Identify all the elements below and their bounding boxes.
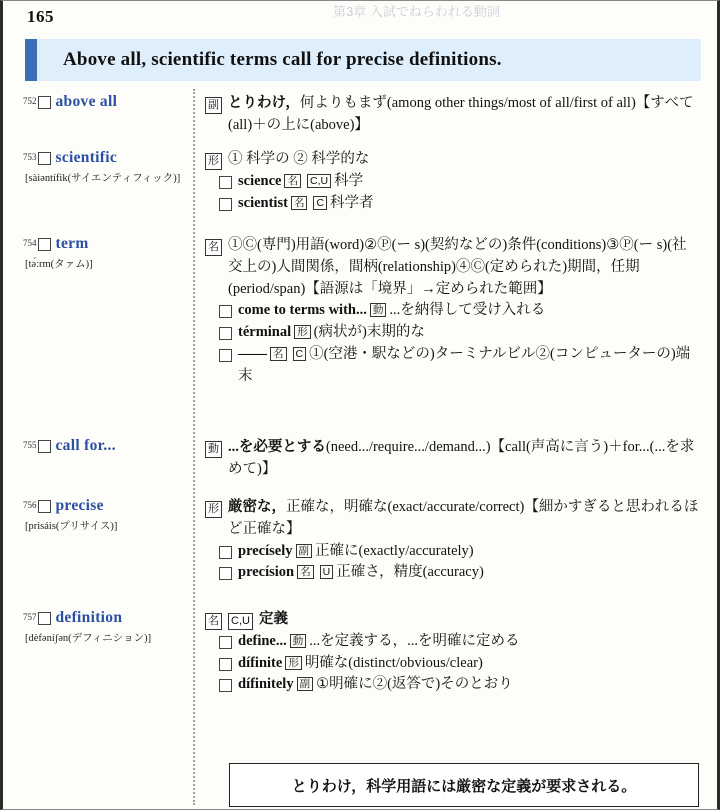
sub-entry-checkbox[interactable] [219, 305, 232, 318]
sub-entry-gloss: 明確な(distinct/obvious/clear) [304, 654, 483, 671]
part-of-speech-tag: 名 [205, 613, 222, 630]
sub-tag: U [320, 565, 334, 579]
entry-list [3, 93, 717, 721]
sub-entry-body [238, 193, 699, 215]
sub-entry-word: dífinitely [238, 676, 294, 693]
page-header-ghost-text: 第3章 入試でねらわれる動詞 [333, 4, 500, 19]
sub-entry-body [238, 562, 699, 584]
sub-entry-body [238, 322, 699, 344]
entry-headword-block [23, 149, 191, 185]
entry-phonetic: [tə́ːrm(タァム)] [25, 259, 93, 270]
sub-entry-checkbox[interactable] [219, 636, 232, 649]
entry-definition-block [205, 497, 699, 584]
definition-text: ① 科学の ② 科学的な [228, 151, 370, 167]
entry-checkbox[interactable] [38, 612, 51, 625]
sub-entry [219, 562, 699, 584]
sub-entry-word: define... [238, 632, 287, 649]
sub-entry-word: scientist [238, 194, 288, 211]
sub-entry-gloss: (病状が)末期的な [313, 324, 425, 340]
sub-tag: 動 [290, 634, 307, 648]
sub-entry [219, 322, 699, 344]
sub-entry [219, 344, 699, 388]
entry-headword-block [23, 497, 191, 533]
sub-tag: 形 [294, 325, 311, 339]
sub-tag: 名 [270, 347, 287, 361]
entry-phonetic: [sàiəntífik(サイエンティフィック)] [25, 173, 181, 184]
countability-tag: C,U [228, 613, 253, 630]
entry-headword-block [23, 437, 191, 455]
entry-number: 752 [23, 96, 37, 106]
definition-keyword: ...を必要とする [228, 439, 326, 455]
definition-text [228, 93, 699, 137]
sub-entry-gloss: ...を定義する，...を明確に定める [309, 632, 520, 649]
entry-checkbox[interactable] [38, 96, 51, 109]
sub-entry-checkbox[interactable] [219, 679, 232, 692]
entry-scientific [3, 149, 717, 233]
entry-number: 754 [23, 238, 37, 248]
definition-text: 定義 [258, 611, 288, 627]
sub-entry-word: science [238, 172, 282, 189]
entry-definition-block [205, 235, 699, 387]
sub-entry-gloss: ...を納得して受け入れる [389, 302, 546, 319]
sub-entry [219, 674, 699, 696]
sub-entry-word: —— [238, 345, 267, 362]
sub-entry-body [238, 171, 699, 193]
sub-entry-body [238, 541, 699, 563]
sub-entry-body [238, 631, 699, 653]
part-of-speech-tag: 形 [205, 153, 222, 170]
entry-headword: precise [55, 497, 104, 514]
sub-tag: 名 [291, 196, 308, 210]
banner-accent-bar [25, 39, 37, 81]
sub-tag: 副 [297, 677, 314, 691]
sub-entry-checkbox[interactable] [219, 567, 232, 580]
entry-checkbox[interactable] [38, 152, 51, 165]
sub-tag: 副 [296, 544, 313, 558]
sub-entry-word: dífinite [238, 654, 283, 671]
entry-call-for [3, 437, 717, 495]
part-of-speech-tag: 副 [205, 97, 222, 114]
sub-entry-body [238, 344, 699, 388]
entry-checkbox[interactable] [38, 238, 51, 251]
sub-entry-checkbox[interactable] [219, 658, 232, 671]
part-of-speech-tag: 名 [205, 239, 222, 256]
sub-tag: 形 [285, 656, 302, 670]
entry-definition-block [205, 149, 699, 214]
sub-tag: 名 [297, 565, 314, 579]
sub-entry-checkbox[interactable] [219, 176, 232, 189]
part-of-speech-tag: 動 [205, 441, 222, 458]
sub-entry-checkbox[interactable] [219, 546, 232, 559]
entry-number: 756 [23, 500, 37, 510]
sub-entry-body [238, 674, 699, 696]
sub-entry-body [238, 653, 699, 675]
entry-definition-block [205, 609, 699, 696]
headline-sentence: Above all, scientific terms call for precise definitions. [63, 49, 502, 70]
entry-term [3, 235, 717, 435]
headline-banner [25, 39, 701, 81]
entry-number: 755 [23, 440, 37, 450]
sub-entry-gloss: ①(空港・駅などの)ターミナルビル②(コンピューターの)端末 [238, 345, 691, 384]
sub-entry [219, 541, 699, 563]
page-number: 165 [27, 7, 54, 26]
entry-headword-block [23, 235, 191, 271]
sub-entry-gloss: 科学者 [330, 194, 374, 211]
sub-entry [219, 631, 699, 653]
sub-entry-body [238, 300, 699, 322]
entry-number: 753 [23, 152, 37, 162]
sub-entry [219, 171, 699, 193]
entry-phonetic: [dèfəníʃən(デフィニション)] [25, 633, 152, 644]
entry-headword-block [23, 609, 191, 645]
entry-precise [3, 497, 717, 607]
entry-definition [3, 609, 717, 719]
sub-tag: C [313, 196, 327, 210]
entry-phonetic: [prisáis(プリサイス)] [25, 521, 118, 532]
definition-keyword: 厳密な， [228, 499, 286, 515]
sub-entry-word: come to terms with... [238, 302, 367, 319]
definition-text [228, 497, 699, 541]
sub-entry [219, 300, 699, 322]
definition-text: ①Ⓒ(専門)用語(word)②Ⓟ(ー s)(契約などの)条件(conditions)③Ⓟ(ー s)(社交上の)人間関係，間柄(relationship)④Ⓒ(定められた)期間，任期(period/span)【語源は「境界」→定められた範囲】 [228, 237, 687, 297]
entry-headword: definition [55, 609, 123, 626]
entry-definition-block [205, 437, 699, 481]
entry-headword-block [23, 93, 191, 111]
sub-entry-gloss: 正確に(exactly/accurately) [315, 542, 474, 559]
sub-entry-checkbox[interactable] [219, 198, 232, 211]
sub-tag: C,U [307, 174, 331, 188]
sub-entry-checkbox[interactable] [219, 327, 232, 340]
sub-entry-gloss: 正確さ，精度(accuracy) [336, 564, 484, 581]
example-translation-text: とりわけ，科学用語には厳密な定義が要求される。 [291, 778, 637, 795]
entry-headword: scientific [55, 149, 118, 166]
sub-entry-word: términal [238, 324, 292, 340]
example-translation-box [229, 763, 699, 807]
entry-checkbox[interactable] [38, 500, 51, 513]
definition-rest: 何よりもまず(among other things/most of all/first of all)【すべて(all)＋の上に(above)】 [228, 95, 694, 133]
entry-definition-block [205, 93, 699, 137]
part-of-speech-tag: 形 [205, 501, 222, 518]
entry-headword: call for... [55, 437, 116, 454]
sub-entry [219, 653, 699, 675]
sub-entry [219, 193, 699, 215]
sub-tag: C [293, 347, 307, 361]
definition-text [228, 437, 699, 481]
sub-entry-checkbox[interactable] [219, 349, 232, 362]
definition-rest: (need.../require.../demand...)【call(声高に言う)＋for...(...を求めて)】 [228, 439, 695, 477]
entry-checkbox[interactable] [38, 440, 51, 453]
entry-headword: above all [55, 93, 118, 110]
sub-entry-gloss: ①明確に②(返答で)そのとおり [316, 676, 513, 693]
entry-number: 757 [23, 612, 37, 622]
sub-tag: 動 [370, 303, 387, 317]
sub-entry-word: precísion [238, 564, 295, 581]
definition-rest: 正確な，明確な(exact/accurate/correct)【細かすぎると思われるほど正確な】 [228, 499, 699, 537]
sub-tag: 名 [284, 174, 301, 188]
entry-above-all [3, 93, 717, 147]
sub-entry-word: precísely [238, 542, 293, 559]
entry-headword: term [55, 235, 89, 252]
sub-entry-gloss: 科学 [334, 172, 364, 189]
definition-keyword: とりわけ， [228, 95, 300, 111]
